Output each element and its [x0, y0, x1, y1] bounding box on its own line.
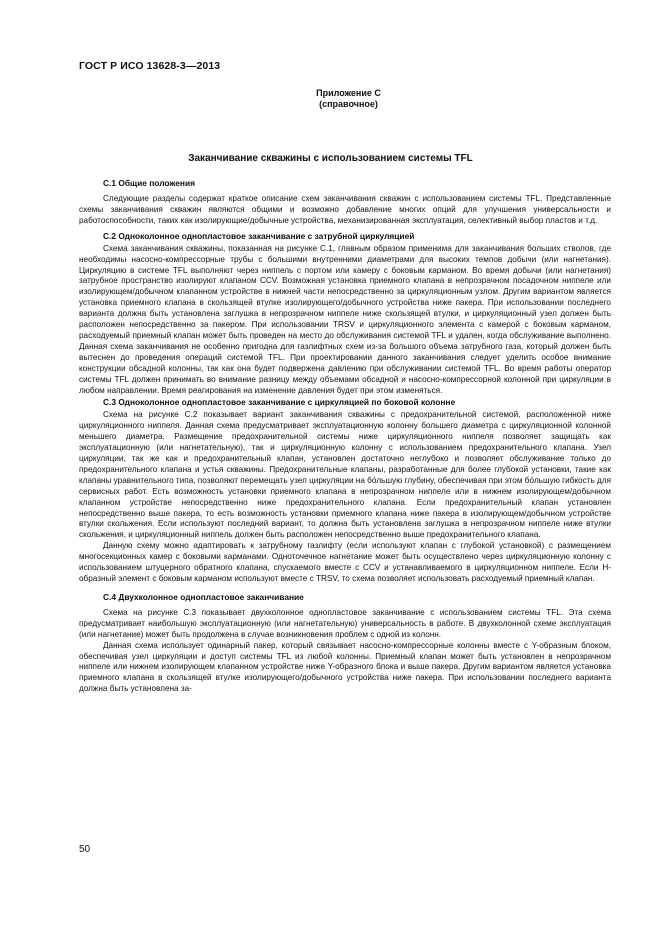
paragraph: Следующие разделы содержат краткое описание схем заканчивания скважин с использованием системы TFL. Представленные схемы заканчивания скважин являются общими и возможно добавление многих опций для улучшения универсальности и работоспособности, таких как изолирующие/добычные устройства, механизированная эксплуатация, селективный выбор пластов и т.д. [79, 194, 611, 225]
paragraph: Схема заканчивания скважины, показанная на рисунке С.1, главным образом применима для заканчивания больших стволов, где необходимы насосно-компрессорные трубы с большими внутренними диаметрами для высоких темпов добычи (или нагнетания). Циркуляцию в системе TFL выполняют через ниппель с портом или камеру с боковым карманом. Во время добычи (или нагнетания) затрубное пространство изолируют клапаном CCV. Возможная установка приемного клапана в непрозрачном посадочном ниппеле или изолирующем/добычном клапанном устройстве в нижней части непосредственно за циркуляционным узлом. Другим вариантом является установка приемного клапана в скользящей втулке изолирующего/добычного устройства ниже пакера. При использовании последнего варианта должна быть установлена заглушка в непрозрачном ниппеле ниже скользящей втулки, и циркуляционный узел должен быть расположен непосредственно за пакером. При использовании TRSV и циркуляционного элемента с камерой с боковым карманом, расходуемый приемный клапан может быть проведен на место до обслуживания системой TFL и удален, когда обслуживание выполнено. Данная схема заканчивания не особенно пригодна для газлифтных схем из-за большого объема затрубного газа, который должен быть вытеснен до проведения операций системой TFL. При проектировании данного заканчивания следует уделить особое внимание конструкции обсадной колонны, так как она будет подвержена давлению при обслуживании системой TFL. Во время работы оператор системы TFL должен принимать во внимание разницу между объемами обсадной и насосно-компрессорной колонной при циркуляции в любом направлении. Время реагирования на изменение давления будет при этом изменяться. [79, 243, 611, 395]
section-heading: С.2 Одноколонное однопластовое заканчивание с затрубной циркуляцией [103, 230, 415, 241]
annex-title: Приложение С [316, 88, 381, 98]
section-heading: С.1 Общие положения [103, 178, 196, 188]
section-c1 [79, 177, 611, 227]
annex-subtitle: (справочное) [319, 99, 378, 109]
annex-block [0, 88, 661, 110]
paragraph: Схема на рисунке С.2 показывает вариант заканчивания скважины с предохранительной системой, расположенной ниже циркуляционного ниппеля. Данная схема предусматривает эксплуатационную колонну большего диаметра с циркуляционной колонной меньшего диаметра. Размещение предохранительной системы ниже циркуляционного ниппеля позволяет защищать как эксплуатационную (или нагнетательную), так и циркуляционную колонну с использованием предохранительного клапана. Узел циркуляции, так же как и предохранительный клапан, установлен достаточно неглубоко и позволяет обслуживание только до предохранительного клапана и устья скважины. Предохранительные клапаны, разработанные для более глубокой установки, такие как клапаны уравнительного типа, позволяют перемещать узел циркуляции на бо́льшую глубину, обеспечивая при этом бо́льшую гибкость для сервисных работ. Есть возможность установки приемного клапана в непрозрачном ниппеле или в нижнем изолирующем/добычном клапанном устройстве непосредственно ниже предохранительного клапана. Если предохранительный клапан установлен непосредственно выше пакера, то есть возможность установки приемного клапана ниже пакера в изолирующем/добычном устройстве втулки скольжения. Если используют последний вариант, то должна быть установлена заглушка в непрозрачном ниппеле ниже втулки скольжения, и циркуляционный ниппель должен быть расположен непосредственно выше предохранительного клапана. [79, 410, 611, 540]
paragraph: Данную схему можно адаптировать к затрубному газлифту (если используют клапан с глубокой установкой) с размещением многосекционных камер с боковыми карманами. Одноточечное нагнетание может быть осуществлено через циркуляционную колонну с использованием штуцерного обратного клапана, спускаемого вместе с CCV и устанавливаемого в циркуляционном ниппеле. Если H-образный элемент с боковым карманом используют вместе с TRSV, то схема позволяет использовать расходуемый приемный клапан. [79, 541, 611, 583]
section-heading: С.4 Двухколонное однопластовое заканчивание [103, 591, 304, 602]
section-c2 [79, 230, 611, 397]
page-number: 50 [79, 844, 91, 855]
standard-header: ГОСТ Р ИСО 13628-3—2013 [79, 60, 221, 72]
section-c3 [79, 396, 611, 585]
document-title: Заканчивание скважины с использованием системы TFL [188, 153, 473, 164]
paragraph: Схема на рисунке С.3 показывает двухколонное однопластовое заканчивание с использованием системы TFL. Эта схема предусматривает наибольшую эксплуатационную (или нагнетательную) универсальность в работе. В двухколонной схеме эксплуатация (или нагнетание) может быть продолжена в случае возникновения проблем с одной из колонн. [79, 607, 611, 639]
section-heading: С.3 Одноколонное однопластовое заканчивание с циркуляцией по боковой колонне [103, 397, 456, 408]
document-body [79, 177, 611, 695]
section-c4 [79, 591, 611, 695]
paragraph: Данная схема использует одинарный пакер, который связывает насосно-компрессорные колонны вместе с Y-образным блоком, обеспечивая узел циркуляции и доступ системы TFL из любой колонны. Приемный клапан может быть установлен в непрозрачном ниппеле или нижнем изолирующем клапанном устройстве ниже Y-образного блока и выше пакера. Другим вариантом является установка приемного клапана в скользящей втулке изолирующего/добычного устройства ниже пакера. При использовании последнего варианта должна быть установлена за- [79, 640, 611, 694]
